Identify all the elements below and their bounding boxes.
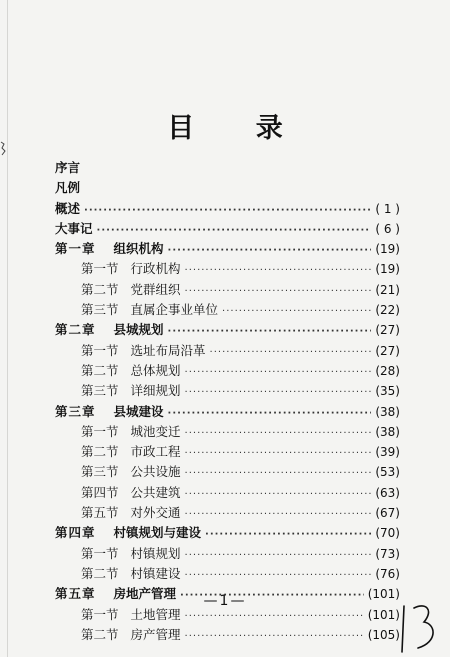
dot-leader	[185, 286, 372, 297]
toc-page-number: (35)	[375, 384, 400, 399]
section-title: 直属企事业单位	[130, 302, 219, 318]
chapter-number: 第四章	[55, 525, 96, 541]
section-title: 村镇规划	[130, 545, 181, 561]
dot-leader	[84, 205, 371, 216]
toc-section-row[interactable]	[55, 462, 400, 482]
section-title: 总体规划	[130, 362, 181, 378]
scan-edge-line	[7, 0, 8, 657]
toc-page-number: (27)	[375, 343, 400, 358]
toc-page-number: (39)	[375, 445, 400, 460]
dot-leader	[185, 611, 364, 622]
dot-leader	[185, 387, 372, 398]
dot-leader	[185, 550, 372, 561]
section-title: 行政机构	[130, 261, 181, 277]
table-of-contents	[55, 158, 400, 645]
toc-section-row[interactable]	[55, 625, 400, 645]
toc-page-number: (105)	[367, 627, 400, 642]
section-number: 第一节	[81, 342, 119, 358]
dot-leader	[168, 245, 372, 256]
toc-section-row[interactable]	[55, 361, 400, 381]
section-number: 第一节	[81, 606, 119, 622]
dot-leader	[168, 326, 372, 337]
toc-page-number: ( 6 )	[375, 221, 400, 236]
toc-entry-label: 凡例	[55, 180, 81, 196]
toc-entry-label: 概述	[55, 200, 81, 216]
section-number: 第一节	[81, 261, 119, 277]
dot-leader	[185, 265, 372, 276]
toc-page-number: (21)	[375, 282, 400, 297]
toc-page-number: (63)	[375, 485, 400, 500]
section-number: 第五节	[81, 505, 119, 521]
section-number: 第二节	[81, 626, 119, 642]
toc-page-number: ( 1 )	[375, 201, 400, 216]
section-number: 第二节	[81, 362, 119, 378]
chapter-title: 县城建设	[113, 403, 164, 419]
toc-entry-overview[interactable]	[55, 199, 400, 219]
toc-section-row[interactable]	[55, 422, 400, 442]
toc-chapter-row[interactable]	[55, 402, 400, 422]
chapter-number: 第一章	[55, 241, 96, 257]
toc-page-number: (38)	[375, 404, 400, 419]
section-number: 第二节	[81, 565, 119, 581]
toc-entry-preface[interactable]	[55, 158, 400, 178]
section-title: 房产管理	[130, 626, 181, 642]
dot-leader	[185, 428, 372, 439]
toc-chapter-row[interactable]	[55, 239, 400, 259]
dot-leader	[222, 306, 371, 317]
toc-section-row[interactable]	[55, 503, 400, 523]
toc-section-row[interactable]	[55, 564, 400, 584]
chapter-number: 第二章	[55, 322, 96, 338]
dot-leader	[205, 529, 371, 540]
section-number: 第三节	[81, 464, 119, 480]
dot-leader	[185, 509, 372, 520]
section-title: 选址布局沿革	[130, 342, 206, 358]
section-title: 详细规划	[130, 383, 181, 399]
toc-entry-chronicle[interactable]	[55, 219, 400, 239]
toc-section-row[interactable]	[55, 341, 400, 361]
toc-page-number: (22)	[375, 303, 400, 318]
toc-page-number: (38)	[375, 424, 400, 439]
toc-page-number: (101)	[367, 607, 400, 622]
section-title: 公共设施	[130, 464, 181, 480]
toc-page-number: (53)	[375, 465, 400, 480]
dot-leader	[185, 489, 372, 500]
section-number: 第三节	[81, 383, 119, 399]
page-number: —1—	[203, 593, 247, 609]
chapter-title: 村镇规划与建设	[113, 525, 202, 541]
toc-section-row[interactable]	[55, 442, 400, 462]
toc-page-number: (73)	[375, 546, 400, 561]
chapter-number: 第三章	[55, 403, 96, 419]
chapter-title: 县城规划	[113, 322, 164, 338]
dot-leader	[97, 225, 372, 236]
chapter-number: 第五章	[55, 586, 96, 602]
dot-leader	[210, 347, 372, 358]
toc-page-number: (19)	[375, 242, 400, 257]
toc-page-number: (19)	[375, 262, 400, 277]
toc-section-row[interactable]	[55, 259, 400, 279]
section-number: 第一节	[81, 423, 119, 439]
section-number: 第二节	[81, 444, 119, 460]
toc-section-row[interactable]	[55, 300, 400, 320]
toc-section-row[interactable]	[55, 544, 400, 564]
section-title: 对外交通	[130, 505, 181, 521]
handwritten-page-mark	[396, 600, 444, 656]
chapter-title: 房地产管理	[113, 586, 177, 602]
toc-page-number: (70)	[375, 526, 400, 541]
section-number: 第一节	[81, 545, 119, 561]
chapter-title: 组织机构	[113, 241, 164, 257]
dot-leader	[185, 448, 372, 459]
section-title: 土地管理	[130, 606, 181, 622]
dot-leader	[185, 367, 372, 378]
toc-chapter-row[interactable]	[55, 320, 400, 340]
section-number: 第三节	[81, 302, 119, 318]
section-title: 村镇建设	[130, 565, 181, 581]
toc-chapter-row[interactable]	[55, 523, 400, 543]
toc-page-number: (67)	[375, 506, 400, 521]
toc-page-number: (28)	[375, 363, 400, 378]
toc-section-row[interactable]	[55, 483, 400, 503]
section-title: 党群组织	[130, 281, 181, 297]
toc-page-number: (27)	[375, 323, 400, 338]
toc-section-row[interactable]	[55, 381, 400, 401]
section-title: 城池变迁	[130, 423, 181, 439]
section-number: 第二节	[81, 281, 119, 297]
dot-leader	[168, 408, 372, 419]
toc-section-row[interactable]	[55, 280, 400, 300]
toc-title: 目 录	[167, 113, 309, 144]
toc-page-number: (76)	[375, 566, 400, 581]
toc-entry-guide[interactable]	[55, 178, 400, 198]
toc-entry-label: 大事记	[55, 220, 93, 236]
section-title: 公共建筑	[130, 484, 181, 500]
dot-leader	[185, 468, 372, 479]
section-title: 市政工程	[130, 444, 181, 460]
section-number: 第四节	[81, 484, 119, 500]
dot-leader	[185, 570, 372, 581]
toc-entry-label: 序言	[55, 160, 81, 175]
dot-leader	[185, 631, 364, 642]
toc-page-number: (101)	[367, 587, 400, 602]
